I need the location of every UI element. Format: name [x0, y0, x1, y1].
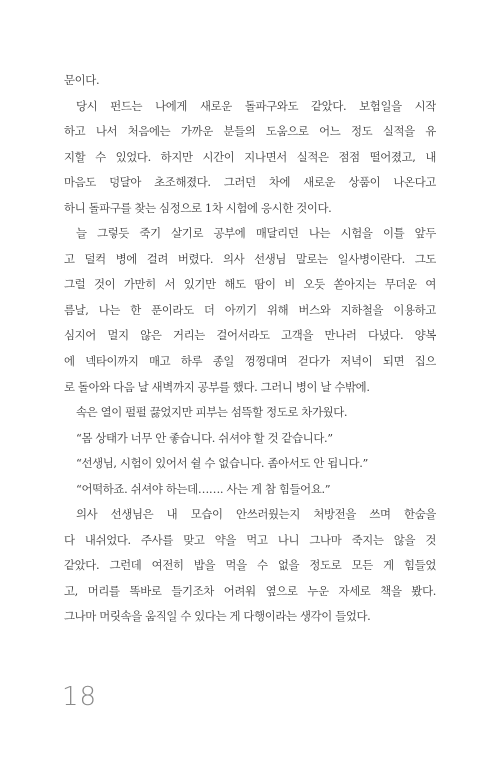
dialogue-line: “몸 상태가 너무 안 좋습니다. 쉬셔야 할 것 같습니다.” [76, 430, 333, 445]
dialogue-line: “어떡하죠. 쉬셔야 하는데……. 사는 게 참 힘들어요.” [76, 481, 331, 496]
text-line: 고 덜컥 병에 걸려 버렸다. 의사 선생님 말로는 일사병이란다. 그도 [64, 251, 436, 266]
body-text [64, 68, 436, 630]
text-line: 하니 돌파구를 찾는 심정으로 1차 시험에 응시한 것이다. [64, 200, 332, 215]
text-line: 문이다. [64, 73, 100, 87]
text-line: 다 내쉬었다. 주사를 맞고 약을 먹고 나니 그나마 죽지는 않을 것 [64, 532, 436, 547]
text-line: 당시 펀드는 나에게 새로운 돌파구와도 같았다. 보험일을 시작 [76, 98, 436, 113]
text-line: 고, 머리를 똑바로 들기조차 어려워 옆으로 누운 자세로 책을 봤다. [64, 583, 436, 598]
text-line: 름날, 나는 한 푼이라도 더 아끼기 위해 버스와 지하철을 이용하고 [64, 302, 436, 317]
text-line: 지할 수 있었다. 하지만 시간이 지나면서 실적은 점점 떨어졌고, 내 [64, 149, 436, 164]
text-line: 심지어 멀지 않은 거리는 걸어서라도 고객을 만나러 다녔다. 양복 [64, 328, 436, 343]
text-line: 마음도 덩달아 초조해졌다. 그러던 차에 새로운 상품이 나온다고 [64, 175, 436, 190]
text-line: 속은 열이 펄펄 끓었지만 피부는 섬뜩할 정도로 차가웠다. [76, 405, 348, 420]
text-line: 에 넥타이까지 매고 하루 종일 껑껑대며 걷다가 저녁이 되면 집으 [64, 354, 436, 369]
text-line: 로 돌아와 다음 날 새벽까지 공부를 했다. 그러니 병이 날 수밖에. [64, 379, 370, 394]
text-line: 그나마 머릿속을 움직일 수 있다는 게 다행이라는 생각이 들었다. [64, 609, 371, 624]
text-line: 그럴 것이 가만히 서 있기만 해도 땀이 비 오듯 쏟아지는 무더운 여 [64, 277, 436, 292]
text-line: 하고 나서 처음에는 가까운 분들의 도움으로 어느 정도 실적을 유 [64, 124, 436, 139]
text-line: 의사 선생님은 내 모습이 안쓰러웠는지 처방전을 쓰며 한숨을 [76, 507, 436, 522]
dialogue-line: “선생님, 시험이 있어서 쉴 수 없습니다. 좀아서도 안 됩니다.” [76, 456, 368, 471]
text-line: 같았다. 그런데 여전히 밥을 먹을 수 없을 정도로 모든 게 힘들었 [64, 558, 436, 573]
text-line: 늘 그렇듯 죽기 살기로 공부에 매달리던 나는 시험을 이틀 앞두 [76, 226, 436, 241]
page-number: 18 [62, 682, 98, 712]
